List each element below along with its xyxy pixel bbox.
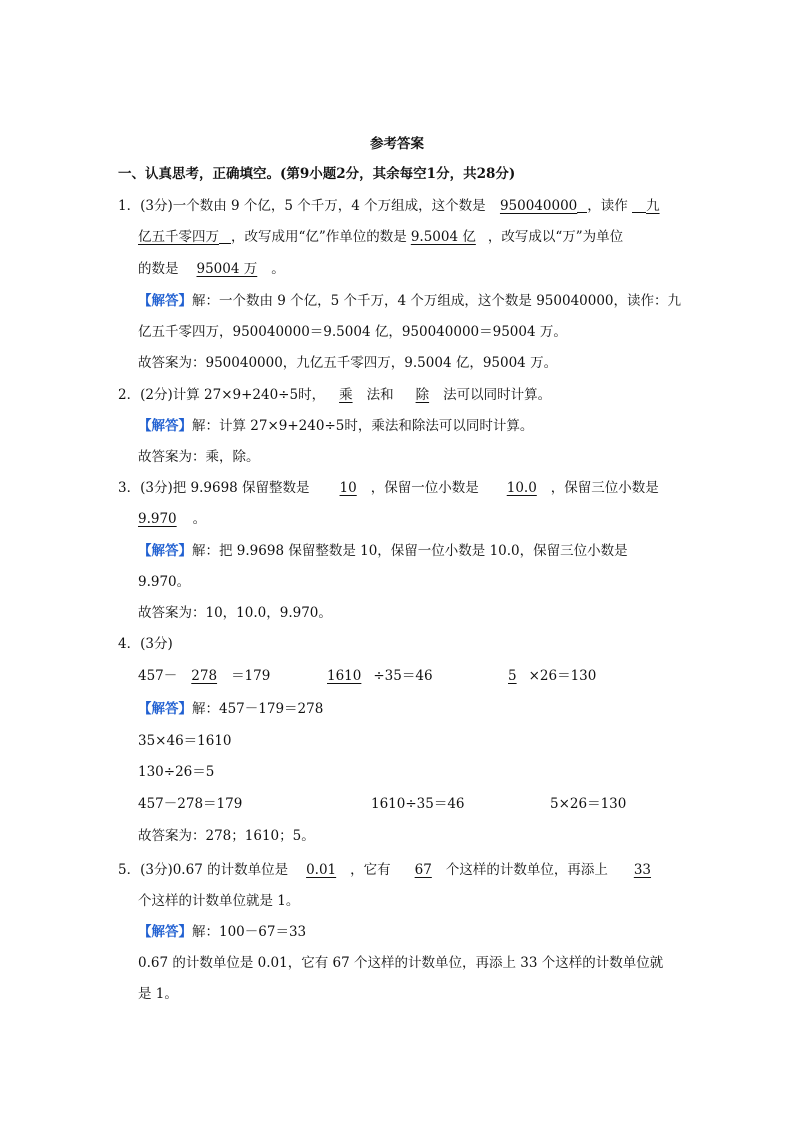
q5-answer-add: 33 bbox=[633, 862, 652, 878]
q4-eq3-right: ×26＝130 bbox=[528, 668, 597, 684]
q3-answer-integer: 10 bbox=[339, 480, 357, 496]
q1-text-e: 的数是 bbox=[138, 261, 179, 277]
q3-text-d: 。 bbox=[192, 511, 207, 527]
q2-solution bbox=[138, 416, 533, 436]
q1-solution-tag: 【解答】 bbox=[138, 293, 192, 309]
q1-answer-number: 950040000 bbox=[499, 198, 578, 214]
q5-text: 0.67 的计数单位是 bbox=[172, 862, 289, 878]
q4-eq1-answer: 278 bbox=[191, 668, 218, 684]
q4-eq1-right: ＝179 bbox=[231, 668, 271, 684]
q4-solution-3: 130÷26＝5 bbox=[138, 764, 215, 780]
q5-text-c: 个这样的计数单位，再添上 bbox=[445, 862, 608, 878]
q4-solution-text-1: 解：457－179＝278 bbox=[192, 701, 324, 717]
q1-answer-reading-part1: 九 bbox=[646, 198, 660, 214]
q2-line-1 bbox=[118, 385, 551, 405]
q1-solution-2: 亿五千零四万，950040000＝9.5004 亿，950040000＝95004 万。 bbox=[138, 324, 567, 340]
q4-eq3-answer: 5 bbox=[508, 668, 517, 684]
q4-line-1 bbox=[118, 634, 173, 654]
q2-number: 2． bbox=[118, 387, 141, 403]
q2-final-answer: 故答案为：乘，除。 bbox=[138, 449, 260, 465]
q5-answer-count: 67 bbox=[414, 862, 432, 878]
q5-solution-3: 是 1。 bbox=[138, 986, 178, 1002]
q2-answer-2: 除 bbox=[415, 387, 430, 403]
q1-line-1 bbox=[118, 196, 660, 216]
q5-line-1 bbox=[118, 860, 651, 880]
q1-text-b: ，读作 bbox=[587, 198, 628, 214]
q4-equation-2 bbox=[317, 666, 433, 686]
q2-text-c: 法可以同时计算。 bbox=[443, 387, 552, 403]
q3-answer-three-decimal: 9.970 bbox=[138, 511, 177, 527]
section-heading: 一、认真思考，正确填空。(第9小题2分，其余每空1分，共28分) bbox=[118, 166, 516, 182]
q3-text-c: ，保留三位小数是 bbox=[550, 480, 659, 496]
q4-final-answer: 故答案为：278；1610；5。 bbox=[138, 828, 315, 844]
q4-check-3: 5×26＝130 bbox=[550, 796, 627, 812]
q4-solution-1 bbox=[138, 699, 323, 719]
q2-solution-tag: 【解答】 bbox=[138, 418, 192, 434]
q3-solution-text-1: 解：把 9.9698 保留整数是 10，保留一位小数是 10.0，保留三位小数是 bbox=[192, 543, 628, 559]
q4-eq2-right: ÷35＝46 bbox=[373, 668, 433, 684]
q2-text: 计算 27×9+240÷5时， bbox=[172, 387, 326, 403]
q5-number: 5． bbox=[118, 862, 141, 878]
q3-line-1 bbox=[118, 478, 659, 498]
q1-score: (3分) bbox=[140, 198, 173, 214]
q3-text-b: ，保留一位小数是 bbox=[370, 480, 479, 496]
q3-text: 把 9.9698 保留整数是 bbox=[172, 480, 310, 496]
q3-score: (3分) bbox=[140, 480, 173, 496]
q5-answer-unit: 0.01 bbox=[306, 862, 337, 878]
q1-text-f: 。 bbox=[271, 261, 285, 277]
q4-equation-3 bbox=[494, 666, 596, 686]
q2-text-b: 法和 bbox=[366, 387, 394, 403]
q4-check-2: 1610÷35＝46 bbox=[371, 796, 465, 812]
q3-number: 3． bbox=[118, 480, 141, 496]
q5-solution-1 bbox=[138, 922, 306, 942]
q2-score: (2分) bbox=[140, 387, 173, 403]
q3-line-2 bbox=[138, 509, 206, 529]
q1-solution-text-1: 解：一个数由 9 个亿，5 个千万，4 个万组成，这个数是 950040000，读作：九 bbox=[192, 293, 682, 309]
q5-text-b: ，它有 bbox=[350, 862, 391, 878]
q4-number: 4． bbox=[118, 636, 141, 652]
q1-line-2 bbox=[138, 227, 623, 247]
q1-text: 一个数由 9 个亿，5 个千万，4 个万组成，这个数是 bbox=[172, 198, 486, 214]
q1-text-d: ，改写成以“万”为单位 bbox=[487, 229, 624, 245]
q1-number: 1． bbox=[118, 198, 141, 214]
q4-score: (3分) bbox=[140, 636, 173, 652]
q3-answer-one-decimal: 10.0 bbox=[506, 480, 537, 496]
q1-answer-yi: 9.5004 亿 bbox=[410, 229, 476, 245]
q4-eq2-answer: 1610 bbox=[327, 668, 362, 684]
q3-solution-tag: 【解答】 bbox=[138, 543, 192, 559]
q5-line-2: 个这样的计数单位就是 1。 bbox=[138, 893, 300, 909]
q1-solution-1 bbox=[138, 291, 681, 311]
q3-solution-2: 9.970。 bbox=[138, 574, 191, 590]
q2-solution-text: 解：计算 27×9+240÷5时，乘法和除法可以同时计算。 bbox=[192, 418, 534, 434]
q1-final-answer: 故答案为：950040000，九亿五千零四万，9.5004 亿，95004 万。 bbox=[138, 355, 558, 371]
q2-answer-1: 乘 bbox=[339, 387, 353, 403]
page-title: 参考答案 bbox=[370, 136, 424, 152]
q1-answer-reading-part2: 亿五千零四万 bbox=[138, 229, 219, 245]
q1-line-3 bbox=[138, 259, 285, 279]
q3-solution-1 bbox=[138, 541, 628, 561]
q3-final-answer: 故答案为：10，10.0，9.970。 bbox=[138, 605, 332, 621]
q4-check-1: 457－278＝179 bbox=[138, 796, 243, 812]
q4-solution-tag: 【解答】 bbox=[138, 701, 192, 717]
q5-solution-tag: 【解答】 bbox=[138, 924, 192, 940]
q1-answer-wan: 95004 万 bbox=[196, 261, 258, 277]
q4-solution-2: 35×46＝1610 bbox=[138, 733, 232, 749]
q5-solution-text-1: 解：100－67＝33 bbox=[192, 924, 307, 940]
q4-equation-1 bbox=[138, 666, 270, 686]
q5-solution-2: 0.67 的计数单位是 0.01，它有 67 个这样的计数单位，再添上 33 个这样的计数单位就 bbox=[138, 955, 664, 971]
q5-score: (3分) bbox=[140, 862, 173, 878]
q1-text-c: ，改写成用“亿”作单位的数是 bbox=[231, 229, 407, 245]
q4-eq1-left: 457－ bbox=[138, 668, 178, 684]
